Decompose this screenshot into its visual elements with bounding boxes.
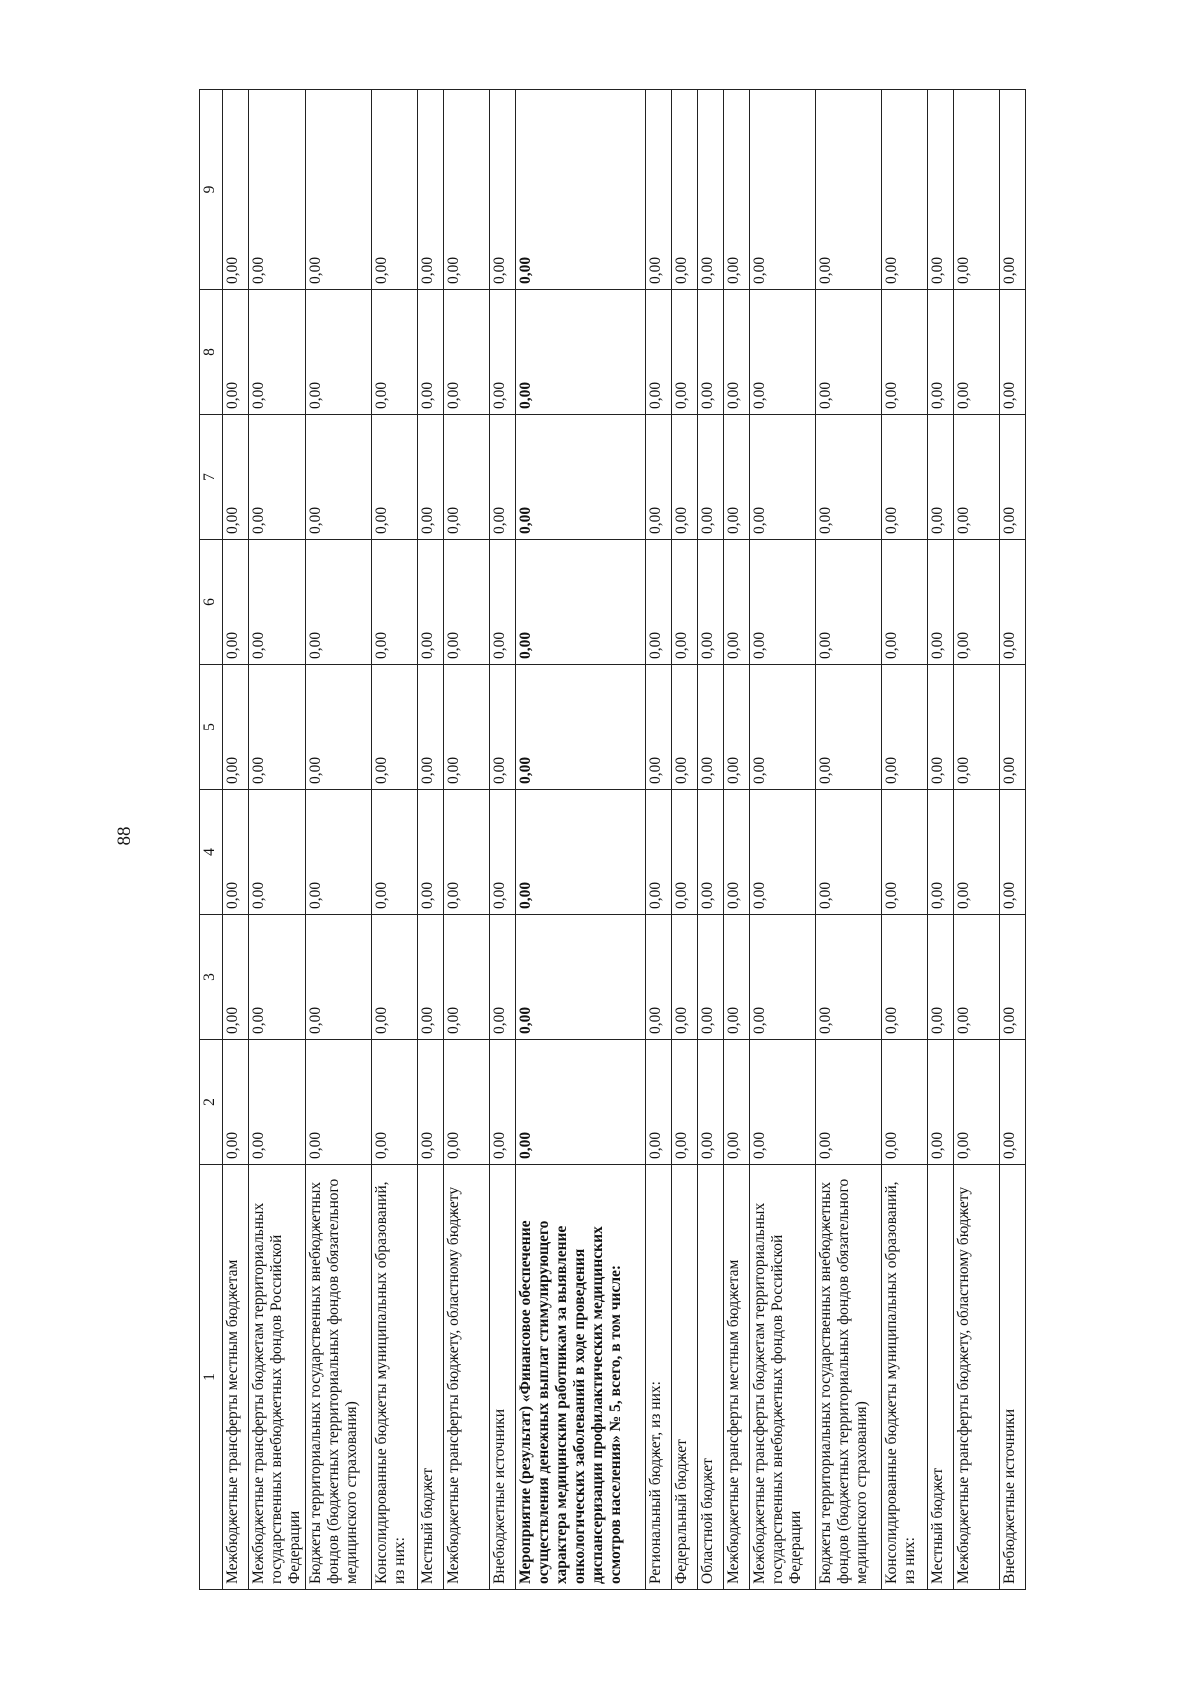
cell-value: 0,00 <box>882 290 928 415</box>
cell-value: 0,00 <box>724 790 750 915</box>
cell-value: 0,00 <box>372 415 418 540</box>
table-row <box>306 90 372 1590</box>
cell-value: 0,00 <box>249 915 306 1040</box>
cell-value: 0,00 <box>418 1040 444 1165</box>
table-row <box>672 90 698 1590</box>
table-row <box>954 90 1000 1590</box>
cell-value: 0,00 <box>672 915 698 1040</box>
cell-value: 0,00 <box>516 665 646 790</box>
cell-value: 0,00 <box>223 90 249 290</box>
table-row <box>418 90 444 1590</box>
cell-value: 0,00 <box>418 665 444 790</box>
table-row <box>646 90 672 1590</box>
cell-value: 0,00 <box>516 915 646 1040</box>
row-label: Региональный бюджет, из них: <box>646 1165 672 1590</box>
cell-value: 0,00 <box>954 665 1000 790</box>
cell-value: 0,00 <box>372 290 418 415</box>
cell-value: 0,00 <box>750 915 816 1040</box>
header-col-9: 9 <box>200 90 223 290</box>
cell-value: 0,00 <box>646 1040 672 1165</box>
cell-value: 0,00 <box>249 415 306 540</box>
cell-value: 0,00 <box>516 90 646 290</box>
row-label: Областной бюджет <box>698 1165 724 1590</box>
table-row <box>516 90 646 1590</box>
cell-value: 0,00 <box>418 915 444 1040</box>
cell-value: 0,00 <box>928 90 954 290</box>
cell-value: 0,00 <box>672 540 698 665</box>
cell-value: 0,00 <box>418 90 444 290</box>
cell-value: 0,00 <box>646 665 672 790</box>
cell-value: 0,00 <box>750 540 816 665</box>
cell-value: 0,00 <box>882 790 928 915</box>
table-body <box>223 90 1026 1590</box>
table-row <box>816 90 882 1590</box>
cell-value: 0,00 <box>724 90 750 290</box>
cell-value: 0,00 <box>490 90 516 290</box>
cell-value: 0,00 <box>646 790 672 915</box>
table-row <box>372 90 418 1590</box>
cell-value: 0,00 <box>698 415 724 540</box>
cell-value: 0,00 <box>954 915 1000 1040</box>
cell-value: 0,00 <box>954 90 1000 290</box>
row-label: Межбюджетные трансферты бюджету, областному бюджету <box>444 1165 490 1590</box>
cell-value: 0,00 <box>444 540 490 665</box>
cell-value: 0,00 <box>928 290 954 415</box>
cell-value: 0,00 <box>249 90 306 290</box>
cell-value: 0,00 <box>724 415 750 540</box>
cell-value: 0,00 <box>223 1040 249 1165</box>
cell-value: 0,00 <box>816 90 882 290</box>
cell-value: 0,00 <box>372 790 418 915</box>
table-row <box>223 90 249 1590</box>
table-row <box>724 90 750 1590</box>
table-row <box>444 90 490 1590</box>
cell-value: 0,00 <box>1000 415 1026 540</box>
cell-value: 0,00 <box>516 540 646 665</box>
header-col-3: 3 <box>200 915 223 1040</box>
cell-value: 0,00 <box>1000 665 1026 790</box>
cell-value: 0,00 <box>750 415 816 540</box>
cell-value: 0,00 <box>816 1040 882 1165</box>
row-label: Бюджеты территориальных государственных внебюджетных фондов (бюджетных территориальных фондов обязательного медицинского страхования) <box>306 1165 372 1590</box>
cell-value: 0,00 <box>928 415 954 540</box>
cell-value: 0,00 <box>490 415 516 540</box>
cell-value: 0,00 <box>490 540 516 665</box>
cell-value: 0,00 <box>306 790 372 915</box>
cell-value: 0,00 <box>490 665 516 790</box>
cell-value: 0,00 <box>928 540 954 665</box>
cell-value: 0,00 <box>882 665 928 790</box>
cell-value: 0,00 <box>816 290 882 415</box>
cell-value: 0,00 <box>928 665 954 790</box>
header-col-4: 4 <box>200 790 223 915</box>
row-label: Внебюджетные источники <box>1000 1165 1026 1590</box>
page-number: 88 <box>114 826 135 846</box>
table-row <box>698 90 724 1590</box>
cell-value: 0,00 <box>724 1040 750 1165</box>
cell-value: 0,00 <box>372 665 418 790</box>
row-label: Мероприятие (результат) «Финансовое обеспечение осуществления денежных выплат стимулирующего характера медицинским работникам за выявление онкологических заболеваний в ходе проведения диспансеризации профилактических медицинских осмотров населения» № 5, всего, в том числе: <box>516 1165 646 1590</box>
header-col-7: 7 <box>200 415 223 540</box>
cell-value: 0,00 <box>516 1040 646 1165</box>
header-col-1: 1 <box>200 1165 223 1590</box>
row-label: Внебюджетные источники <box>490 1165 516 1590</box>
cell-value: 0,00 <box>724 915 750 1040</box>
header-col-8: 8 <box>200 290 223 415</box>
cell-value: 0,00 <box>928 915 954 1040</box>
cell-value: 0,00 <box>306 915 372 1040</box>
cell-value: 0,00 <box>882 90 928 290</box>
cell-value: 0,00 <box>223 540 249 665</box>
cell-value: 0,00 <box>1000 1040 1026 1165</box>
cell-value: 0,00 <box>223 915 249 1040</box>
cell-value: 0,00 <box>306 665 372 790</box>
cell-value: 0,00 <box>954 290 1000 415</box>
cell-value: 0,00 <box>306 540 372 665</box>
cell-value: 0,00 <box>816 415 882 540</box>
cell-value: 0,00 <box>516 415 646 540</box>
cell-value: 0,00 <box>372 90 418 290</box>
cell-value: 0,00 <box>646 915 672 1040</box>
cell-value: 0,00 <box>954 1040 1000 1165</box>
cell-value: 0,00 <box>516 290 646 415</box>
cell-value: 0,00 <box>490 915 516 1040</box>
cell-value: 0,00 <box>750 1040 816 1165</box>
cell-value: 0,00 <box>372 1040 418 1165</box>
cell-value: 0,00 <box>698 540 724 665</box>
cell-value: 0,00 <box>882 540 928 665</box>
cell-value: 0,00 <box>444 90 490 290</box>
row-label: Межбюджетные трансферты бюджету, областному бюджету <box>954 1165 1000 1590</box>
table-row <box>750 90 816 1590</box>
cell-value: 0,00 <box>444 290 490 415</box>
cell-value: 0,00 <box>698 1040 724 1165</box>
row-label: Местный бюджет <box>928 1165 954 1590</box>
cell-value: 0,00 <box>750 790 816 915</box>
cell-value: 0,00 <box>444 1040 490 1165</box>
cell-value: 0,00 <box>882 415 928 540</box>
cell-value: 0,00 <box>249 790 306 915</box>
table-row <box>882 90 928 1590</box>
cell-value: 0,00 <box>490 790 516 915</box>
cell-value: 0,00 <box>672 415 698 540</box>
cell-value: 0,00 <box>750 665 816 790</box>
cell-value: 0,00 <box>1000 90 1026 290</box>
cell-value: 0,00 <box>418 790 444 915</box>
cell-value: 0,00 <box>750 290 816 415</box>
cell-value: 0,00 <box>1000 915 1026 1040</box>
cell-value: 0,00 <box>223 665 249 790</box>
cell-value: 0,00 <box>672 290 698 415</box>
cell-value: 0,00 <box>928 1040 954 1165</box>
cell-value: 0,00 <box>249 665 306 790</box>
cell-value: 0,00 <box>928 790 954 915</box>
row-label: Консолидированные бюджеты муниципальных образований, из них: <box>882 1165 928 1590</box>
cell-value: 0,00 <box>444 665 490 790</box>
cell-value: 0,00 <box>816 540 882 665</box>
cell-value: 0,00 <box>672 665 698 790</box>
cell-value: 0,00 <box>249 1040 306 1165</box>
cell-value: 0,00 <box>698 790 724 915</box>
cell-value: 0,00 <box>750 90 816 290</box>
row-label: Местный бюджет <box>418 1165 444 1590</box>
cell-value: 0,00 <box>646 415 672 540</box>
cell-value: 0,00 <box>490 290 516 415</box>
cell-value: 0,00 <box>372 915 418 1040</box>
row-label: Консолидированные бюджеты муниципальных образований, из них: <box>372 1165 418 1590</box>
cell-value: 0,00 <box>646 290 672 415</box>
table-row <box>1000 90 1026 1590</box>
cell-value: 0,00 <box>444 415 490 540</box>
cell-value: 0,00 <box>698 90 724 290</box>
cell-value: 0,00 <box>724 290 750 415</box>
cell-value: 0,00 <box>418 540 444 665</box>
row-label: Бюджеты территориальных государственных внебюджетных фондов (бюджетных территориальных фондов обязательного медицинского страхования) <box>816 1165 882 1590</box>
cell-value: 0,00 <box>672 90 698 290</box>
cell-value: 0,00 <box>646 90 672 290</box>
cell-value: 0,00 <box>698 665 724 790</box>
cell-value: 0,00 <box>490 1040 516 1165</box>
cell-value: 0,00 <box>249 290 306 415</box>
row-label: Межбюджетные трансферты бюджетам территориальных государственных внебюджетных фондов Российской Федерации <box>249 1165 306 1590</box>
cell-value: 0,00 <box>418 415 444 540</box>
cell-value: 0,00 <box>223 415 249 540</box>
cell-value: 0,00 <box>698 915 724 1040</box>
cell-value: 0,00 <box>672 1040 698 1165</box>
cell-value: 0,00 <box>1000 790 1026 915</box>
table-row <box>490 90 516 1590</box>
row-label: Федеральный бюджет <box>672 1165 698 1590</box>
cell-value: 0,00 <box>954 540 1000 665</box>
row-label: Межбюджетные трансферты бюджетам территориальных государственных внебюджетных фондов Российской Федерации <box>750 1165 816 1590</box>
cell-value: 0,00 <box>444 790 490 915</box>
cell-value: 0,00 <box>306 90 372 290</box>
rotated-table-wrapper <box>199 90 1079 1590</box>
cell-value: 0,00 <box>816 915 882 1040</box>
cell-value: 0,00 <box>816 790 882 915</box>
cell-value: 0,00 <box>698 290 724 415</box>
budget-table <box>199 89 1026 1590</box>
cell-value: 0,00 <box>306 1040 372 1165</box>
cell-value: 0,00 <box>724 540 750 665</box>
table-row <box>928 90 954 1590</box>
row-label: Межбюджетные трансферты местным бюджетам <box>724 1165 750 1590</box>
cell-value: 0,00 <box>646 540 672 665</box>
cell-value: 0,00 <box>516 790 646 915</box>
cell-value: 0,00 <box>1000 540 1026 665</box>
cell-value: 0,00 <box>372 540 418 665</box>
cell-value: 0,00 <box>724 665 750 790</box>
header-row <box>200 90 223 1590</box>
cell-value: 0,00 <box>816 665 882 790</box>
cell-value: 0,00 <box>444 915 490 1040</box>
header-col-6: 6 <box>200 540 223 665</box>
cell-value: 0,00 <box>223 290 249 415</box>
cell-value: 0,00 <box>306 290 372 415</box>
cell-value: 0,00 <box>418 290 444 415</box>
header-col-5: 5 <box>200 665 223 790</box>
cell-value: 0,00 <box>249 540 306 665</box>
cell-value: 0,00 <box>1000 290 1026 415</box>
table-row <box>249 90 306 1590</box>
row-label: Межбюджетные трансферты местным бюджетам <box>223 1165 249 1590</box>
cell-value: 0,00 <box>954 415 1000 540</box>
cell-value: 0,00 <box>672 790 698 915</box>
cell-value: 0,00 <box>954 790 1000 915</box>
cell-value: 0,00 <box>306 415 372 540</box>
header-col-2: 2 <box>200 1040 223 1165</box>
cell-value: 0,00 <box>882 1040 928 1165</box>
cell-value: 0,00 <box>882 915 928 1040</box>
cell-value: 0,00 <box>223 790 249 915</box>
